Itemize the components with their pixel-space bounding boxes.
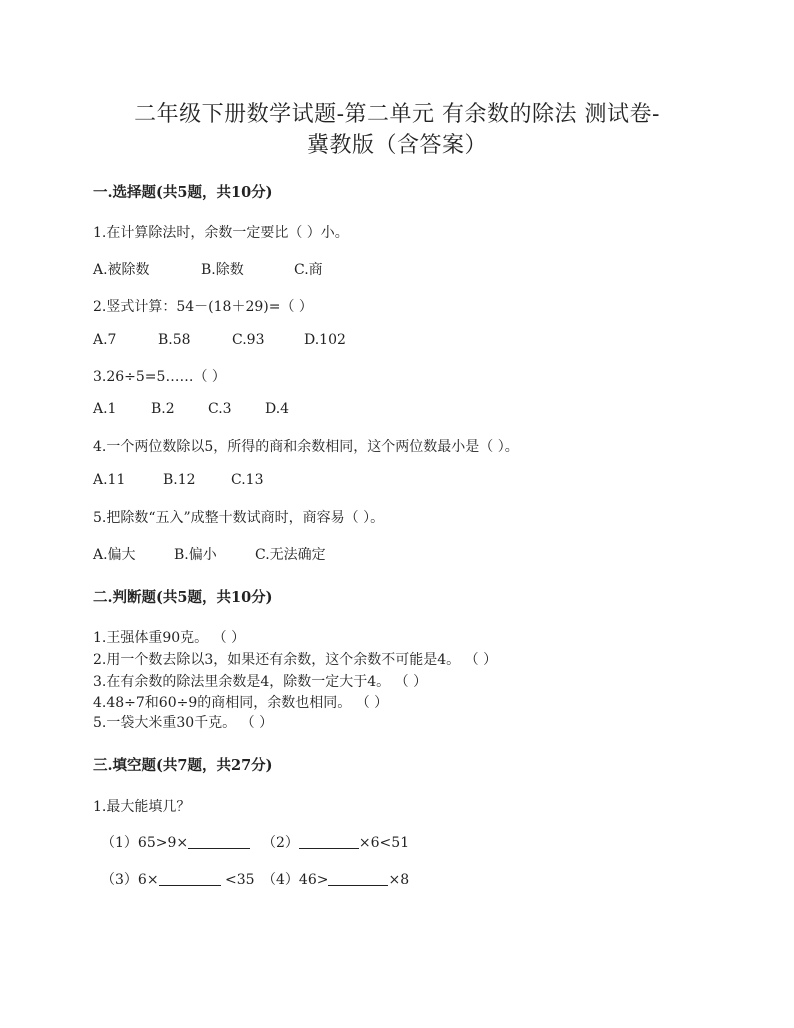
- fill-post-text: <35: [225, 872, 255, 888]
- options-row: [93, 332, 346, 348]
- judge-item: 3.在有余数的除法里余数是4，除数一定大于4。 （ ）: [93, 674, 428, 690]
- option[interactable]: A.11: [93, 472, 126, 488]
- options-row: [93, 401, 289, 417]
- judge-item: 1.王强体重90克。 （ ）: [93, 630, 246, 646]
- option[interactable]: C.商: [294, 262, 323, 278]
- option[interactable]: A.偏大: [93, 547, 136, 563]
- answer-blank[interactable]: [188, 834, 250, 849]
- fill-pre-text: 46>: [298, 872, 329, 888]
- option[interactable]: C.93: [232, 332, 265, 348]
- option[interactable]: C.无法确定: [255, 547, 326, 563]
- answer-blank[interactable]: [299, 834, 359, 849]
- section-heading-fill: 三.填空题(共7题，共27分): [93, 757, 273, 774]
- question-text: 1.在计算除法时，余数一定要比（ ）小。: [93, 225, 349, 241]
- section-heading-choice: 一.选择题(共5题，共10分): [93, 184, 273, 201]
- fill-item-3: [101, 869, 255, 889]
- page-title-line2: 冀教版（含答案）: [306, 133, 487, 158]
- option[interactable]: A.被除数: [93, 262, 150, 278]
- question-text: 5.把除数“五入”成整十数试商时，商容易（ ）。: [93, 510, 385, 526]
- fill-item-2: [262, 832, 409, 852]
- answer-blank[interactable]: [159, 871, 221, 886]
- section-heading-judge: 二.判断题(共5题，共10分): [93, 589, 273, 606]
- option[interactable]: B.2: [151, 401, 175, 417]
- option[interactable]: B.除数: [201, 262, 244, 278]
- judge-item: 5.一袋大米重30千克。 （ ）: [93, 715, 274, 731]
- judge-item: 4.48÷7和60÷9的商相同，余数也相同。 （ ）: [93, 695, 389, 711]
- question-text: 1.最大能填几？: [93, 799, 191, 815]
- page-title-line1: 二年级下册数学试题-第二单元 有余数的除法 测试卷-: [134, 102, 660, 127]
- fill-label: （1）: [101, 835, 138, 851]
- fill-item-1: [101, 832, 250, 852]
- judge-item: 2.用一个数去除以3，如果还有余数，这个余数不可能是4。 （ ）: [93, 652, 498, 668]
- option[interactable]: A.7: [93, 332, 117, 348]
- option[interactable]: C.13: [231, 472, 264, 488]
- option[interactable]: B.12: [163, 472, 196, 488]
- option[interactable]: D.4: [265, 401, 290, 417]
- option[interactable]: B.偏小: [174, 547, 217, 563]
- question-text: 2.竖式计算：54－(18＋29)=（ ）: [93, 299, 313, 315]
- question-text: 3.26÷5=5……（ ）: [93, 369, 226, 385]
- answer-blank[interactable]: [328, 871, 388, 886]
- fill-pre-text: 65>9×: [137, 835, 189, 851]
- fill-label: （3）: [101, 872, 138, 888]
- option[interactable]: B.58: [158, 332, 191, 348]
- fill-item-4: [262, 869, 409, 889]
- option[interactable]: D.102: [304, 332, 346, 348]
- question-text: 4.一个两位数除以5，所得的商和余数相同，这个两位数最小是（ ）。: [93, 439, 519, 455]
- options-row: [93, 472, 263, 488]
- fill-pre-text: 6×: [137, 872, 159, 888]
- fill-label: （2）: [262, 835, 299, 851]
- options-row: [93, 259, 323, 279]
- options-row: [93, 544, 326, 564]
- fill-post-text: ×8: [388, 872, 410, 888]
- option[interactable]: A.1: [93, 401, 117, 417]
- fill-post-text: ×6<51: [358, 835, 410, 851]
- option[interactable]: C.3: [208, 401, 232, 417]
- fill-label: （4）: [262, 872, 299, 888]
